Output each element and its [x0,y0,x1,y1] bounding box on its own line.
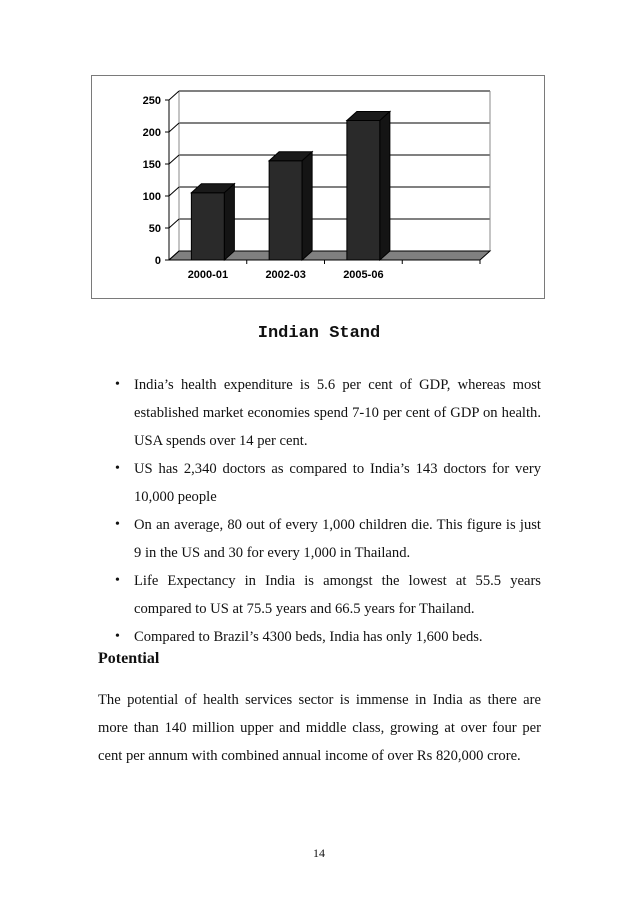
y-tick-diagonal [169,91,179,100]
bar [347,120,380,260]
y-tick-diagonal [169,187,179,196]
y-tick-label: 50 [148,223,161,235]
potential-paragraph: The potential of health services sector is immense in India as there are more than 140 million upper and middle class, growing at over four per cent per annum with combined annual income of over Rs 820,000 crore. [98,692,541,764]
y-tick-label: 200 [142,127,161,139]
bullet-list [108,371,541,651]
y-tick-diagonal [169,123,179,132]
bar-chart [91,75,545,299]
y-tick-diagonal [169,155,179,164]
y-tick-label: 100 [142,191,161,203]
bullet-item: • Life Expectancy in India is amongst the lowest at 55.5 years compared to US at 75.5 years and 66.5 years for Thailand. [108,567,541,623]
x-tick-label: 2005-06 [343,269,384,281]
potential-heading: Potential [98,650,160,667]
bullet-item: • Compared to Brazil’s 4300 beds, India has only 1,600 beds. [108,623,541,651]
bar [269,161,302,260]
y-tick-label: 250 [142,95,161,107]
bar [191,193,224,260]
bullet-item: • On an average, 80 out of every 1,000 children die. This figure is just 9 in the US and 30 for every 1,000 in Thailand. [108,511,541,567]
y-tick-label: 0 [154,255,161,267]
y-tick-label: 150 [142,159,161,171]
bullet-item: • India’s health expenditure is 5.6 per cent of GDP, whereas most established market economies spend 7-10 per cent of GDP on health. USA spends over 14 per cent. [108,371,541,455]
section-title: Indian Stand [257,324,381,343]
chart-svg [92,76,546,300]
x-tick-label: 2000-01 [187,269,229,281]
bar-side [380,111,390,260]
page-number: 14 [313,846,325,860]
y-tick-diagonal [169,219,179,228]
x-tick-label: 2002-03 [265,269,306,281]
bullet-item: • US has 2,340 doctors as compared to India’s 143 doctors for very 10,000 people [108,455,541,511]
bar-side [224,184,234,260]
bar-side [302,152,312,260]
